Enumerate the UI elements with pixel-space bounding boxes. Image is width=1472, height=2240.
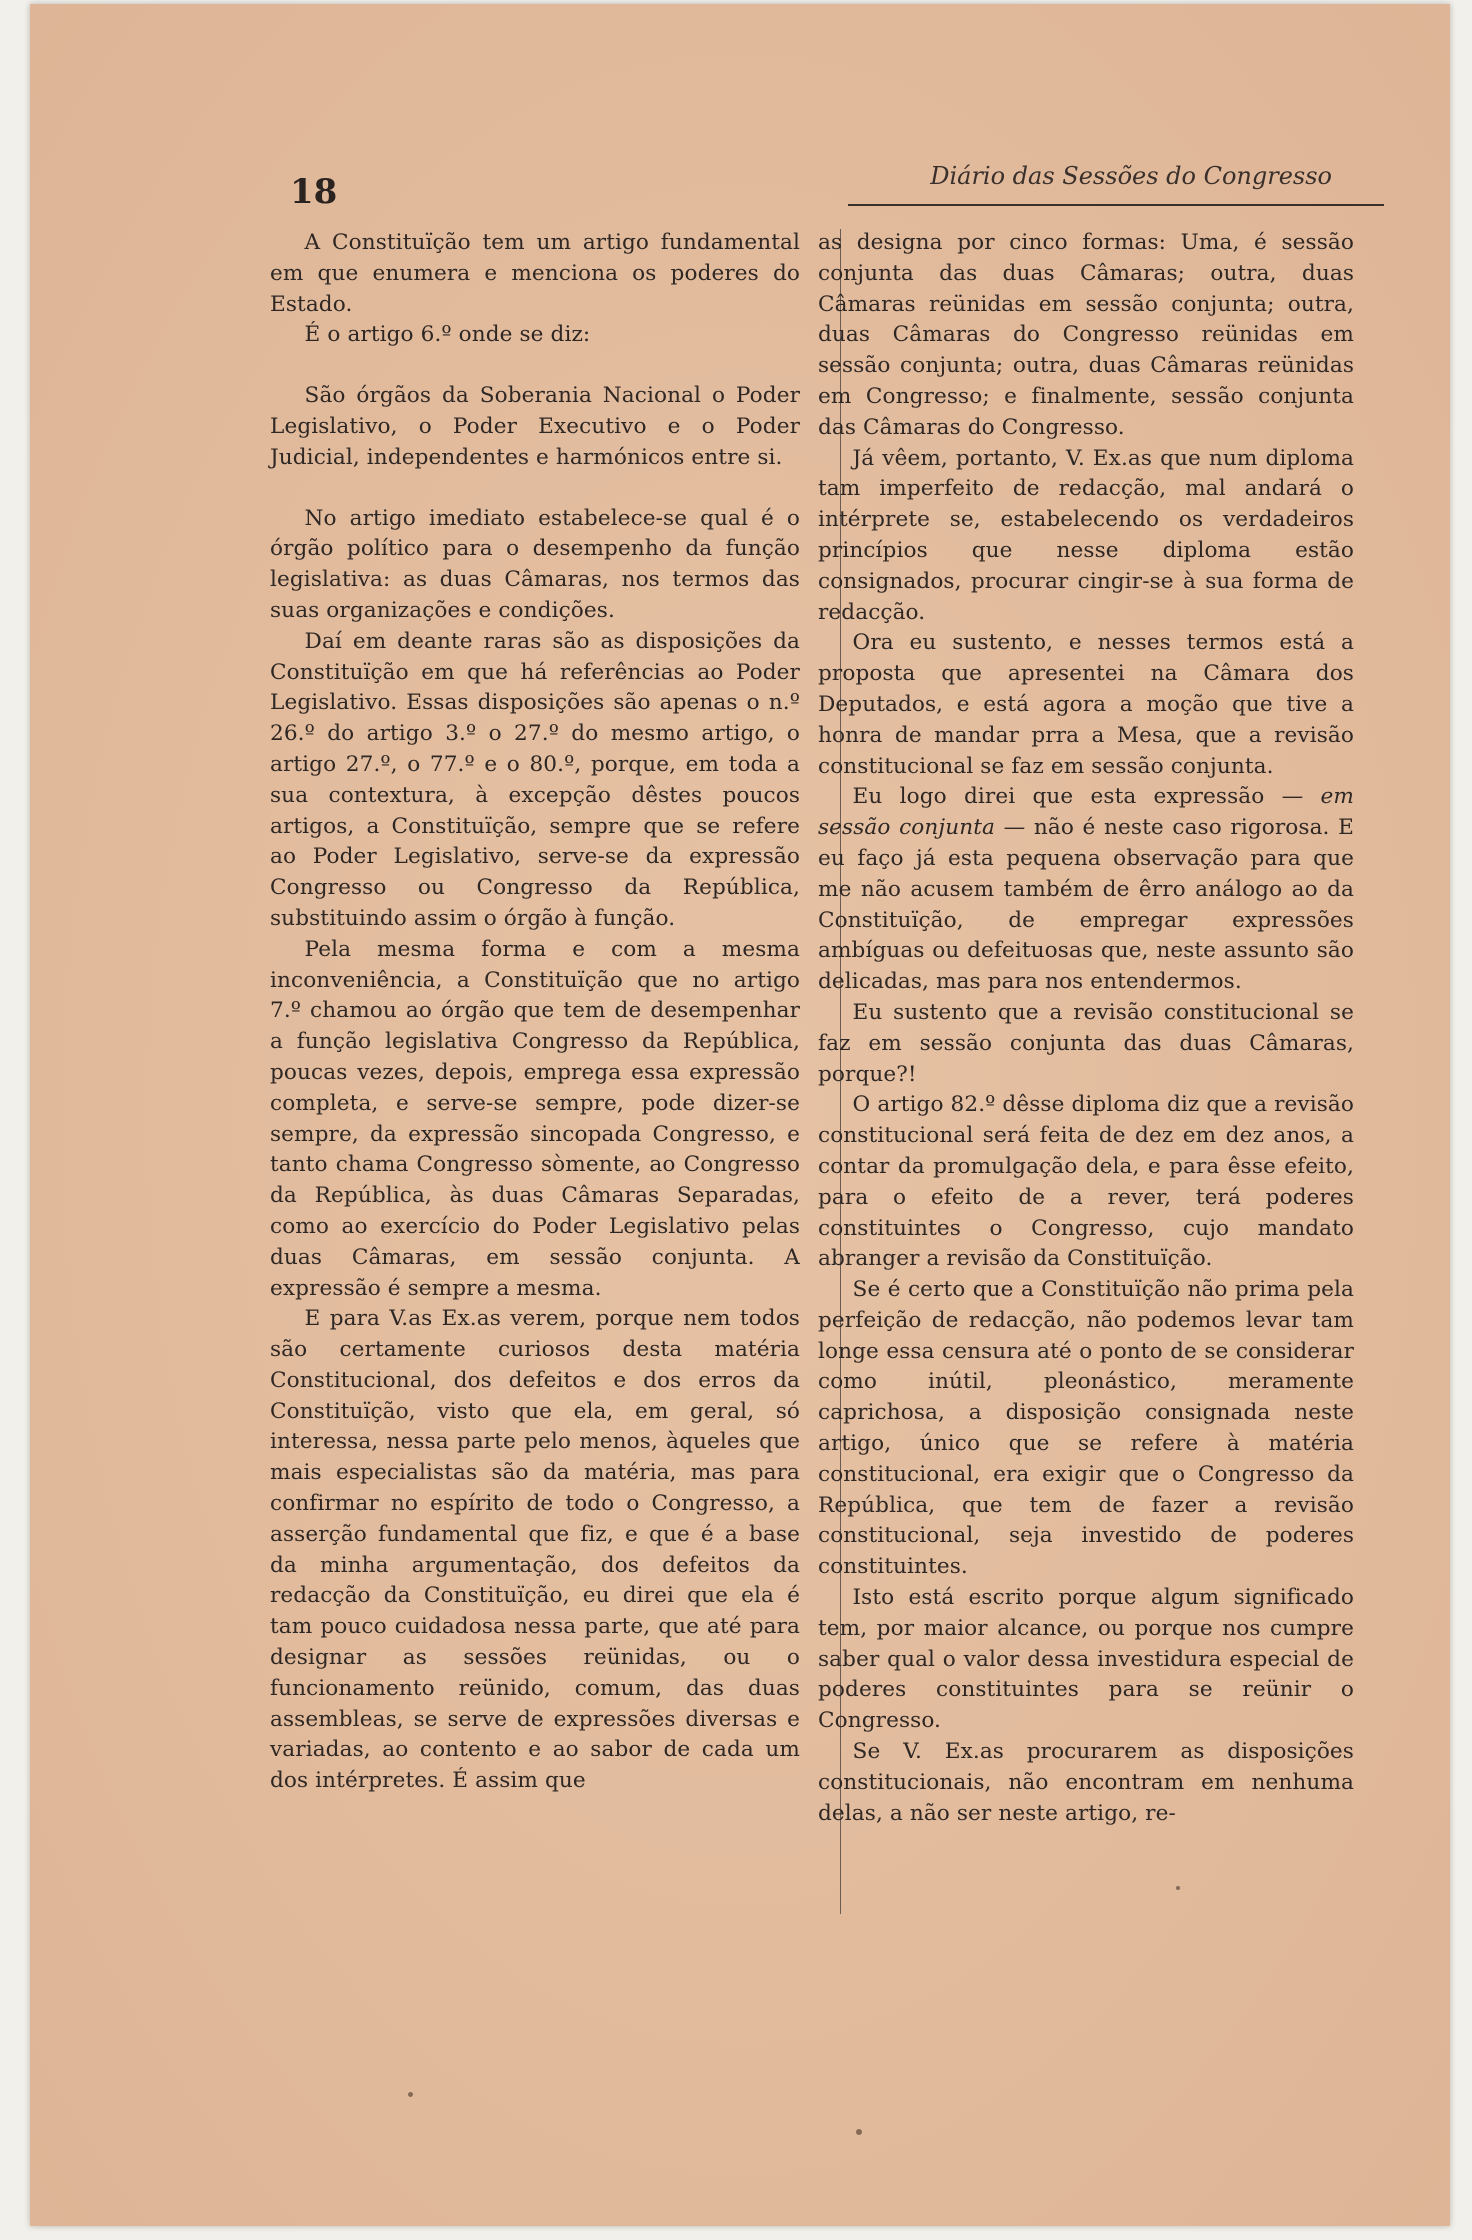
ink-spot — [408, 2092, 413, 2097]
ink-spot — [856, 2129, 862, 2135]
paragraph: Já vêem, portanto, V. Ex.as que num diploma tam imperfeito de redacção, mal andará o intérprete se, estabelecendo os verdadeiros princípios que nesse diploma estão consignados, procurar cingir-se à sua forma de redacção. — [818, 445, 1354, 625]
left-column — [270, 228, 800, 1797]
ink-spot — [1176, 1886, 1180, 1890]
paragraph: Isto está escrito porque algum significado tem, por maior alcance, ou porque nos cumpre saber qual o valor dessa investidura especial de poderes constituintes para se reünir o Congresso. — [818, 1585, 1354, 1734]
paragraph — [818, 782, 1354, 998]
paragraph: No artigo imediato estabelece-se qual é o órgão político para o desempenho da função legislativa: as duas Câmaras, nos termos das suas organizações e condições. — [270, 505, 800, 623]
paragraph: Ora eu sustento, e nesses termos está a proposta que apresentei na Câmara dos Deputados, e está agora a moção que tive a honra de mandar prra a Mesa, que a revisão constitucional se faz em sessão conjunta. — [818, 630, 1354, 779]
paragraph: as designa por cinco formas: Uma, é sessão conjunta das duas Câmaras; outra, duas Câmaras reünidas em sessão conjunta; outra, duas Câmaras do Congresso reünidas em sessão conjunta; outra, duas Câmaras reünidas em Congresso; e finalmente, sessão conjunta das Câmaras do Congresso. — [818, 230, 1354, 440]
paragraph: A Constituïção tem um artigo fundamental em que enumera e menciona os poderes do Estado. — [270, 230, 800, 317]
page-number: 18 — [290, 172, 338, 212]
paragraph: O artigo 82.º dêsse diploma diz que a revisão constitucional será feita de dez em dez anos, a contar da promulgação dela, e para êsse efeito, para o efeito de a rever, terá poderes constituintes o Congresso, cujo mandato abranger a revisão da Constituïção. — [818, 1092, 1354, 1272]
paragraph: Eu sustento que a revisão constitucional se faz em sessão conjunta das duas Câmaras, porque?! — [818, 999, 1354, 1087]
header-rule — [848, 204, 1384, 206]
running-title: Diário das Sessões do Congresso — [930, 162, 1332, 190]
text-run: Eu logo direi que esta expressão — — [852, 784, 1321, 810]
quoted-article: São órgãos da Soberania Nacional o Poder Legislativo, o Poder Executivo e o Poder Judicial, independentes e harmónicos entre si. — [270, 383, 800, 470]
emphasis-text: em sessão conjunta — [818, 784, 1354, 841]
paragraph: É o artigo 6.º onde se diz: — [304, 322, 591, 348]
paragraph: E para V.as Ex.as verem, porque nem todos são certamente curiosos desta matéria Constitucional, dos defeitos e dos erros da Constituïção, visto que ela, em geral, só interessa, nessa parte pelo menos, àqueles que mais especialistas são da matéria, mas para confirmar no espírito de todo o Congresso, a asserção fundamental que fiz, e que é a base da minha argumentação, dos defeitos da redacção da Constituïção, eu direi que ela é tam pouco cuidadosa nessa parte, que até para designar as sessões reünidas, ou o funcionamento reünido, comum, das duas assembleas, se serve de expressões diversas e variadas, ao contento e ao sabor de cada um dos intérpretes. É assim que — [270, 1306, 800, 1794]
right-column — [818, 228, 1354, 1829]
paragraph: Daí em deante raras são as disposições da Constituïção em que há referências ao Poder Legislativo. Essas disposições são apenas o n.º 26.º do artigo 3.º o 27.º do mesmo artigo, o artigo 27.º, o 77.º e o 80.º, porque, em toda a sua contextura, à excepção dêstes poucos artigos, a Constituïção, sempre que se refere ao Poder Legislativo, serve-se da expressão Congresso ou Congresso da República, substituindo assim o órgão à função. — [270, 628, 800, 931]
text-run: — não é neste caso rigorosa. E eu faço já esta pequena observação para que me não acusem também de êrro análogo ao da Constituïção, de empregar expressões ambíguas ou defeituosas que, neste assunto são delicadas, mas para nos entendermos. — [818, 815, 1354, 995]
paragraph: Pela mesma forma e com a mesma inconveniência, a Constituïção que no artigo 7.º chamou ao órgão que tem de desempenhar a função legislativa Congresso da República, poucas vezes, depois, emprega essa expressão completa, e serve-se sempre, pode dizer-se sempre, da expressão sincopada Congresso, e tanto chama Congresso sòmente, ao Congresso da República, às duas Câmaras Separadas, como ao exercício do Poder Legislativo pelas duas Câmaras, em sessão conjunta. A expressão é sempre a mesma. — [270, 936, 800, 1301]
paragraph: Se V. Ex.as procurarem as disposições constitucionais, não encontram em nenhuma delas, a não ser neste artigo, re- — [818, 1739, 1354, 1826]
paragraph: Se é certo que a Constituïção não prima pela perfeição de redacção, não podemos levar tam longe essa censura até o ponto de se considerar como inútil, pleonástico, meramente caprichosa, a disposição consignada neste artigo, único que se refere à matéria constitucional, era exigir que o Congresso da República, que tem de fazer a revisão constitucional, seja investido de poderes constituintes. — [818, 1277, 1354, 1580]
